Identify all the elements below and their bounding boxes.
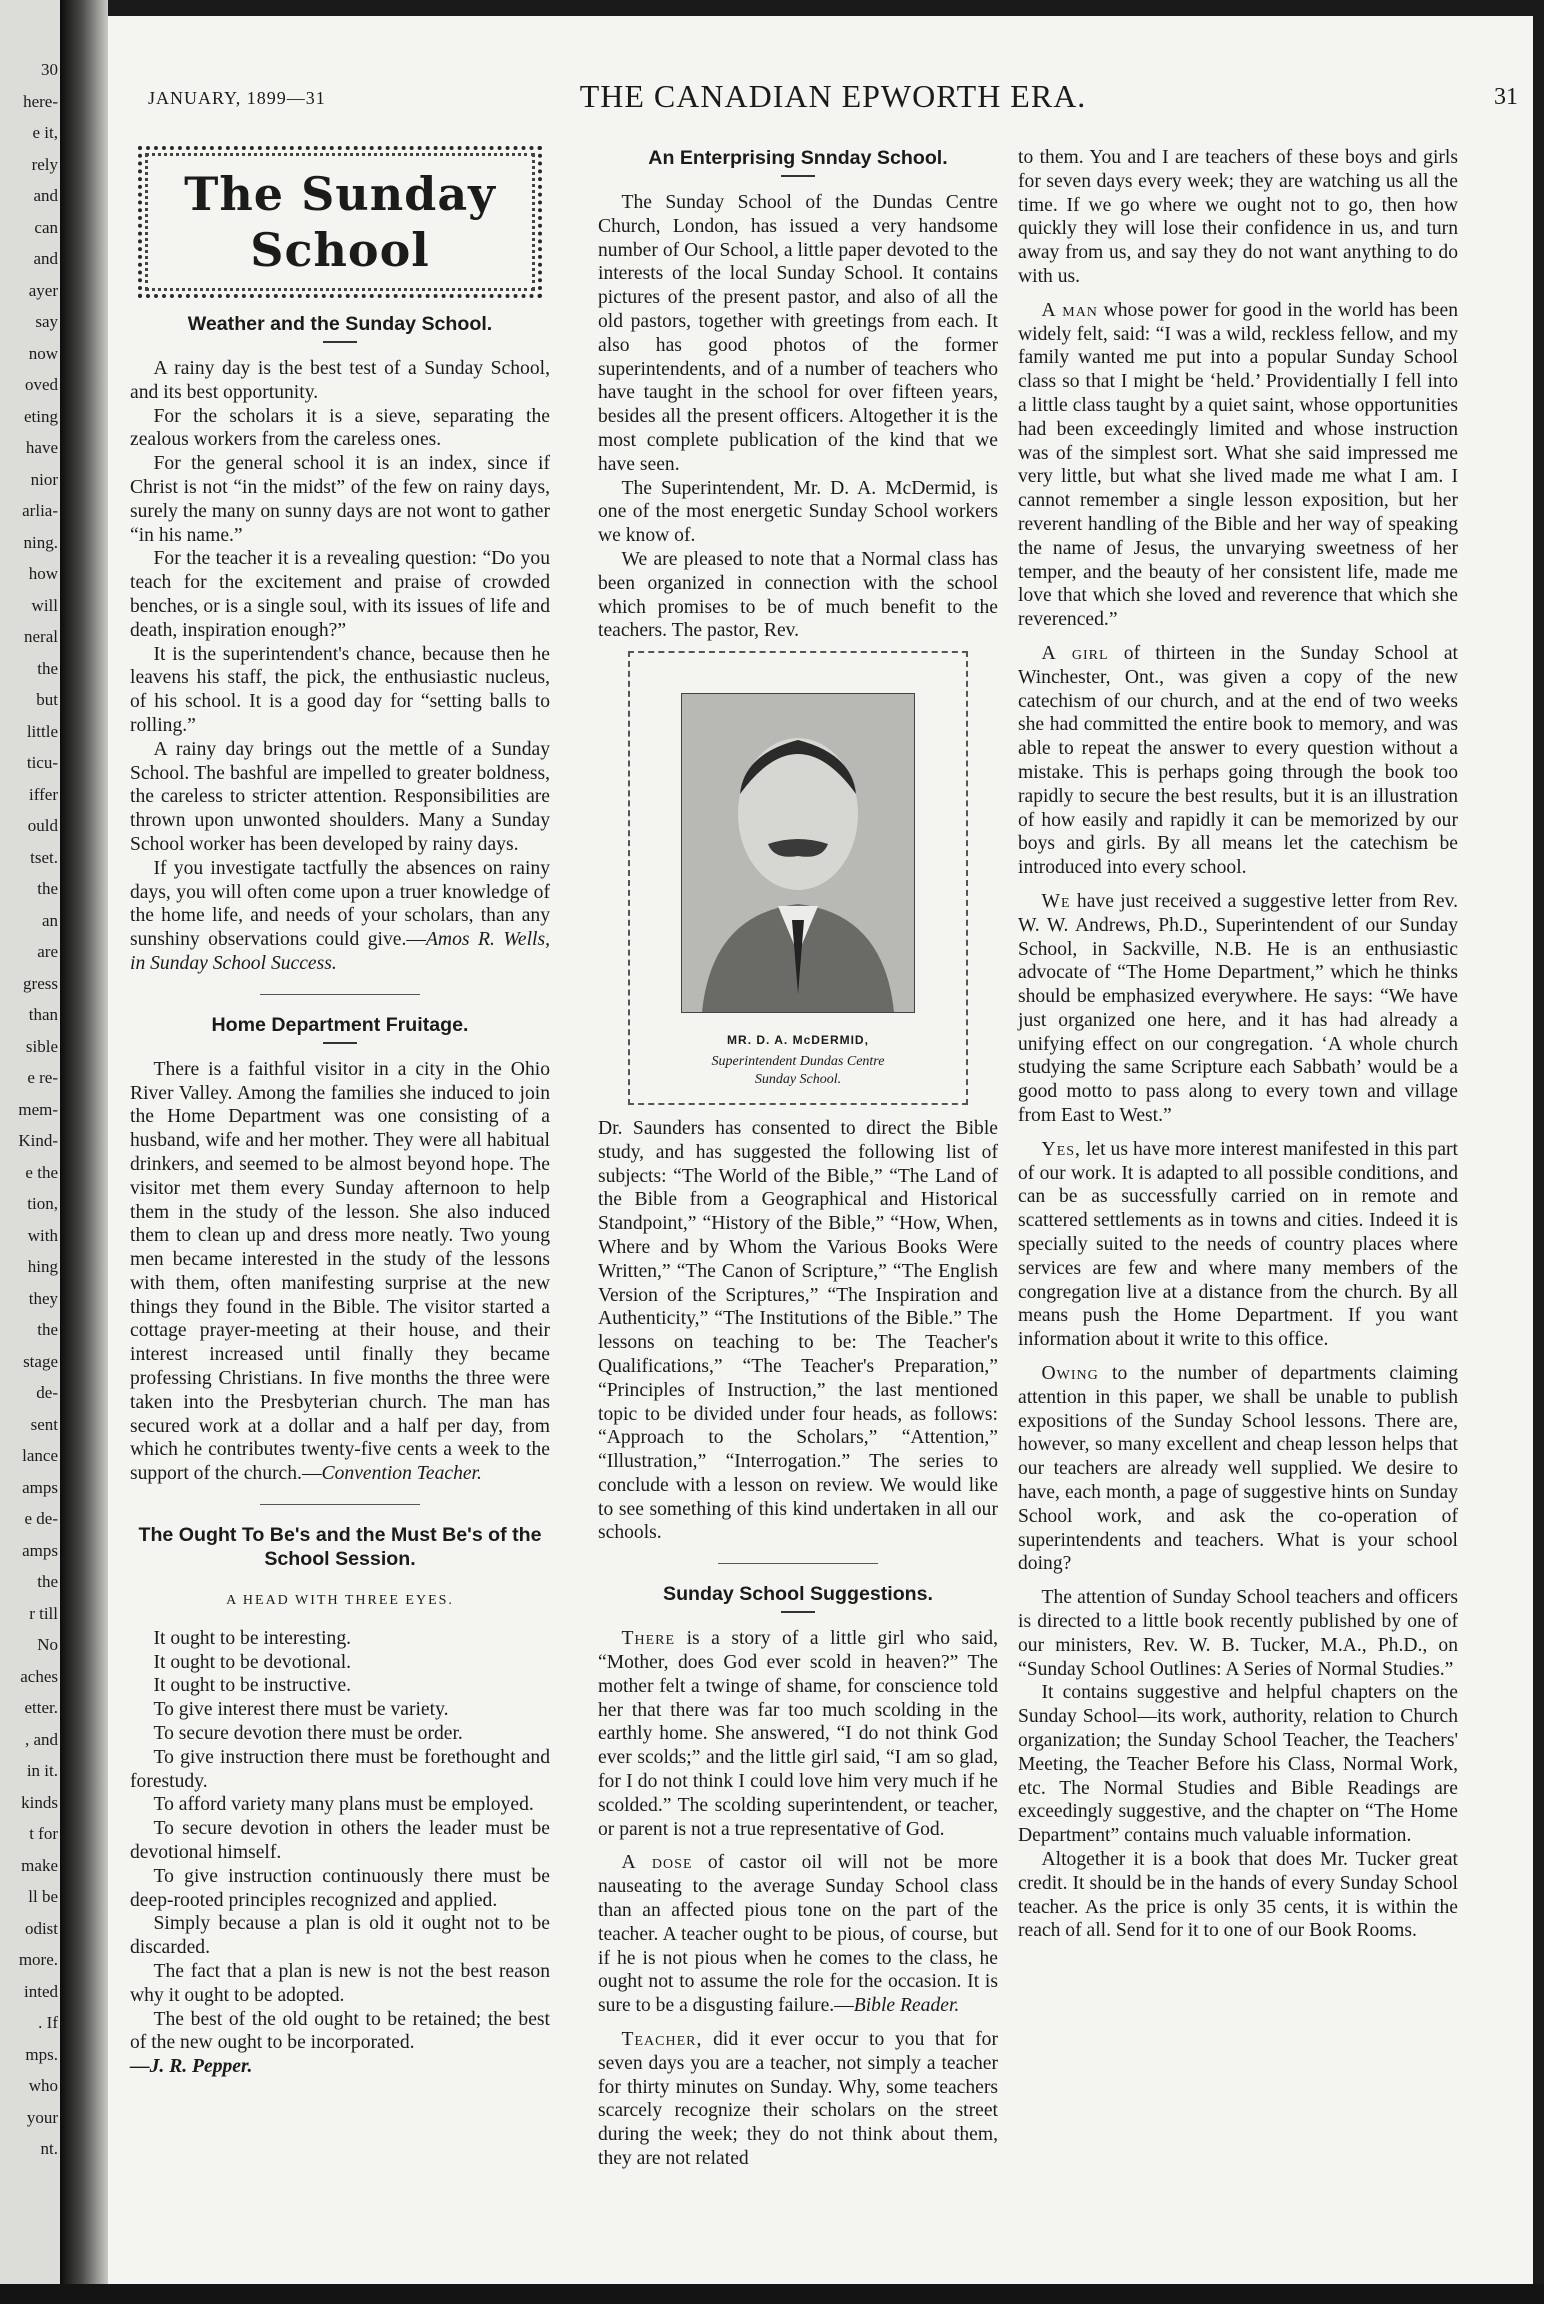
paragraph: It ought to be instructive. xyxy=(153,1675,352,1697)
fragment-text: etter. xyxy=(24,1698,58,1717)
byline: —J. R. Pepper. xyxy=(130,2056,253,2078)
fragment-text: than xyxy=(28,1005,58,1024)
fragment-text: r till xyxy=(29,1603,58,1623)
book-gutter xyxy=(60,0,108,2304)
article-heading: The Ought To Be's and the Must Be's of the School Session. xyxy=(138,1524,542,1571)
fragment-text: the xyxy=(37,658,58,678)
header-date: JANUARY, 1899—31 xyxy=(148,88,326,108)
page-header xyxy=(148,78,1518,128)
publication-title: THE CANADIAN EPWORTH ERA. xyxy=(579,78,1087,114)
fragment-text: kinds xyxy=(21,1792,58,1812)
paragraph-text: did it ever occur to you that for seven days you are a teacher, not simply a teacher for thirty minutes on Sunday. Why, some teachers scarcely recognize their scholars on the street during the week; they do not think about them, they are not related xyxy=(598,2029,998,2170)
fragment-text: and xyxy=(33,249,58,268)
fragment-text: but xyxy=(36,690,58,709)
paragraph xyxy=(1018,890,1458,1128)
portrait-frame xyxy=(628,651,968,1105)
paragraph: It ought to be devotional. xyxy=(153,1651,352,1673)
fragment-text: hing xyxy=(27,1257,58,1276)
paragraph-text: whose power for good in the world has been widely felt, said: “I was a wild, reckless fellow, and my family wanted me put into a popular Sunday School class so that I might be ‘held.’ Providentially I fell into a little class taught by a quiet saint, whose opportunities had been exceedingly limited and whose instruction was of the simplest sort. What she said impressed me very little, but what she lived made me what I am. I cannot remember a single lesson exposition, but her reverent handling of the Bible and her way of speaking the name of Jesus, the unvarying sweetness of her temper, and the beauty of her consistent life, made me love that which she loved and reverence that which she reverenced.” xyxy=(1018,299,1458,631)
fragment-text: an xyxy=(41,910,58,930)
paragraph: To secure devotion there must be order. xyxy=(153,1723,463,1745)
fragment-text: who xyxy=(28,2076,58,2095)
article-heading: Home Department Fruitage. xyxy=(211,1013,469,1036)
scan-border xyxy=(0,2284,1544,2304)
paragraph: To give instruction continuously there must be deep-rooted principles recognized and applied. xyxy=(130,1865,550,1911)
fragment-text: tset. xyxy=(30,847,58,867)
fragment-text: . If xyxy=(38,2013,58,2032)
paragraph: For the teacher it is a revealing question: “Do you teach for the excitement and praise of crowded benches, or is a single soul, with its issues of life and death, inspiration enough?” xyxy=(130,548,550,641)
fragment-text: e the xyxy=(25,1162,58,1182)
paragraph xyxy=(1018,299,1458,632)
article-heading: Sunday School Suggestions. xyxy=(663,1583,933,1606)
paragraph-text: let us have more interest manifested in this part of our work. It is adapted to all possible conditions, and can be as successfully carried on in remote and scattered settlements as in towns and cities. Indeed it is specially suited to the needs of country places where services are few and where many members of the congregation live at a distance from the church. By all means push the Home Department. If you want information about it write to this office. xyxy=(1018,1138,1458,1351)
fragment-text: de- xyxy=(36,1383,58,1402)
lead-word: A man xyxy=(1041,299,1098,321)
fragment-text: odist xyxy=(24,1918,58,1938)
paragraph-text: If you investigate tactfully the absences on rainy days, you will often come upon a truer knowledge of the home life, and needs of your scholars, than any sunshiny observations could give.— xyxy=(130,857,550,951)
fragment-text: more. xyxy=(18,1950,58,1969)
paragraph: The best of the old ought to be retained; the best of the new ought to be incorporated. xyxy=(130,2008,550,2054)
portrait-caption-name: MR. D. A. McDERMID, xyxy=(727,1033,869,1048)
fragment-text: now xyxy=(28,343,58,363)
paragraph: It ought to be interesting. xyxy=(153,1627,352,1649)
fragment-text: gress xyxy=(23,973,58,993)
heading-rule xyxy=(781,175,815,177)
paragraph: It contains suggestive and helpful chapters on the Sunday School—its work, authority, relation to Church organization; the Sunday School Teacher, the Teachers' Meeting, the Teacher Before his Class, Normal Work, etc. The Normal Studies and Bible Readings are exceedingly suggestive, and the chapter on “The Home Department” contains much valuable information. xyxy=(1018,1682,1458,1847)
paragraph: A rainy day is the best test of a Sunday School, and its best opportunity. xyxy=(130,358,550,403)
fragment-text: oved xyxy=(24,375,58,394)
fragment-text: rely xyxy=(31,154,58,174)
paragraph: To give instruction there must be forethought and forestudy. xyxy=(130,1746,550,1792)
column-2 xyxy=(598,146,998,2171)
paragraph: For the scholars it is a sieve, separating the zealous workers from the careless ones. xyxy=(130,405,550,451)
heading-rule xyxy=(323,341,357,343)
section-banner xyxy=(138,146,542,298)
adjacent-page-fragment xyxy=(0,0,60,2304)
paragraph: to them. You and I are teachers of these boys and girls for seven days every week; they are watching us all the time. If we go where we ought not to go, then how quickly they will lose their confidence in us, and turn away from us, and say they do not want anything to do with us. xyxy=(1018,147,1458,287)
fragment-text: will xyxy=(31,595,58,615)
column-3 xyxy=(1018,146,1458,1943)
fragment-text: ll be xyxy=(28,1887,58,1906)
paragraph xyxy=(598,2028,998,2171)
lead-word: Teacher, xyxy=(621,2029,703,2051)
byline: Amos R. Wells, in Sunday School Success. xyxy=(130,929,550,974)
fragment-text: and xyxy=(33,186,58,205)
fragment-text: iffer xyxy=(29,784,58,804)
fragment-text: amps xyxy=(22,1477,58,1497)
heading-rule xyxy=(781,1611,815,1613)
paragraph: It is the superintendent's chance, because then he leavens his staff, the pick, the enthusiastic nucleus, of his school. It is a good day for “setting balls to rolling.” xyxy=(130,643,550,736)
fragment-text: how xyxy=(28,564,58,583)
paragraph: The Superintendent, Mr. D. A. McDermid, is one of the most energetic Sunday School workers we know of. xyxy=(598,477,998,547)
fragment-text: have xyxy=(25,438,58,457)
fragment-text: nt. xyxy=(40,2139,58,2158)
fragment-text: arlia- xyxy=(22,501,58,520)
section-rule xyxy=(260,994,420,995)
fragment-text: sible xyxy=(25,1036,58,1056)
paragraph: We are pleased to note that a Normal class has been organized in connection with the school which promises to be of much benefit to the teachers. The pastor, Rev. xyxy=(598,548,998,642)
paragraph: To secure devotion in others the leader must be devotional himself. xyxy=(130,1818,550,1864)
paragraph: For the general school it is an index, since if Christ is not “in the midst” of the few on rainy days, surely the many on sunny days are not wont to gather “in his name.” xyxy=(130,453,550,546)
lead-word: A girl xyxy=(1041,642,1109,664)
fragment-text: neral xyxy=(24,627,58,646)
fragment-text: ayer xyxy=(28,280,58,300)
paragraph: The fact that a plan is new is not the best reason why it ought to be adopted. xyxy=(130,1961,550,2006)
paragraph xyxy=(130,1058,550,1486)
fragment-text: mem- xyxy=(18,1099,58,1119)
lead-word: Owing xyxy=(1041,1363,1099,1385)
heading-rule xyxy=(323,1042,357,1044)
paragraph-text: There is a faithful visitor in a city in the Ohio River Valley. Among the families she induced to join the Home Department was one consisting of a husband, wife and her mother. They were all habitual drinkers, and seemed to be almost beyond hope. The visitor met them every Sunday afternoon to help them in the study of the lesson. She also induced them to clean up and dress more neatly. Two young men became interested in the study of the lessons with them, often manifesting surprise at the new things they found in the Bible. The visitor started a cottage prayer-meeting at their house, and their interest increased until finally they became professing Christians. In five months the three were taken into the Presbyterian church. The man has secured work at a dollar and a half per day, from which he contributes twenty-five cents a week to the support of the church.— xyxy=(130,1058,550,1485)
fragment-text: e de- xyxy=(24,1509,58,1528)
fragment-text: say xyxy=(35,312,58,331)
fragment-text: ticu- xyxy=(26,753,58,772)
paragraph xyxy=(598,1851,998,2018)
fragment-text: amps xyxy=(22,1540,58,1560)
paragraph-text: have just received a suggestive letter from Rev. W. W. Andrews, Ph.D., Superintendent of our Sunday School, in Sackville, N.B. He is an enthusiastic advocate of “The Home Department,” which he thinks should be emphasized everywhere. He says: “We have just organized one here, and it has had already a unifying effect on our congregation. ‘A whole church studying the same Scripture each Sabbath’ would be a good motto to pass along to every town and village from East to West.” xyxy=(1018,890,1458,1127)
fragment-text: stage xyxy=(23,1351,58,1371)
fragment-text: No xyxy=(37,1635,58,1654)
paragraph: A rainy day brings out the mettle of a Sunday School. The bashful are impelled to greater boldness, the careless to stricter attention. Responsibilities are thrown upon unwonted shoulders. Many a Sunday School worker has been developed by rainy days. xyxy=(130,738,550,855)
paragraph xyxy=(1018,1362,1458,1576)
paragraph: The Sunday School of the Dundas Centre Church, London, has issued a very handsome number of Our School, a little paper devoted to the interests of the local Sunday School. It contains pictures of the present pastor, and also of all the old pastors, together with greetings from each. It also has good photos of the former superintendents, and of a number of teachers who have taught in the school for over fifteen years, besides all the present officers. Altogether it is the most complete publication of the kind that we have seen. xyxy=(598,192,998,475)
fragment-text: e it, xyxy=(32,123,58,142)
fragment-text: tion, xyxy=(27,1194,58,1213)
paragraph xyxy=(1018,642,1458,880)
fragment-text: make xyxy=(21,1855,58,1875)
newspaper-page xyxy=(108,16,1533,2284)
fragment-text: they xyxy=(28,1288,58,1308)
fragment-text: ning. xyxy=(23,532,58,552)
banner-title: The Sunday School xyxy=(184,167,496,277)
paragraph: Simply because a plan is old it ought not to be discarded. xyxy=(130,1913,550,1959)
portrait-photo xyxy=(681,693,915,1013)
paragraph-text: of castor oil will not be more nauseating to the average Sunday School class than an affected pious tone on the part of the teacher. A teacher ought to be pious, of course, but if he is not pious when he comes to the class, he ought not to assume the role for the occasion. It is sure to be a disgusting failure.— xyxy=(598,1852,999,2017)
paragraph xyxy=(598,1627,998,1841)
fragment-text: 30 xyxy=(41,60,58,79)
paragraph: To afford variety many plans must be employed. xyxy=(153,1794,534,1816)
byline: Bible Reader. xyxy=(853,1995,960,2017)
fragment-text: ould xyxy=(27,816,58,835)
paragraph-text: is a story of a little girl who said, “Mother, does God ever scold in heaven?” The mother felt a twinge of shame, for conscience told her that there was far too much scolding in the earthly home. She answered, “I do not think God ever scolds;” and the little girl said, “I am so glad, for I do not think I could love him very much if he scolded.” The scolding superintendent, or teacher, or parent is not a true representative of God. xyxy=(598,1628,998,1840)
section-rule xyxy=(260,1504,420,1505)
portrait-illustration xyxy=(682,694,914,1012)
paragraph: Dr. Saunders has consented to direct the Bible study, and has suggested the following list of subjects: “The World of the Bible,” “The Land of the Bible from a Geographical and Historical Standpoint,” “History of the Bible,” “How, When, Where and by Whom the Various Books Were Written,” “The Canon of Scripture,” “The English Version of the Scriptures,” “The Inspiration and Authenticity,” “The Institutions of the Bible.” The lessons on teaching to be: The Teacher's Qualifications,” “The Teacher's Preparation,” “Principles of Instruction,” the last mentioned topic to be divided under four heads, as follows: “Approach to the Scholars,” “Attention,” “Illustration,” “Interrogation.” The series to conclude with a lesson on review. We would like to see something of this kind undertaken in all our schools. xyxy=(598,1117,998,1544)
paragraph xyxy=(130,857,550,976)
fragment-text: little xyxy=(26,721,58,741)
column-1 xyxy=(130,146,550,2079)
paragraph-text: to the number of departments claiming attention in this paper, we shall be unable to publish expositions of the Sunday School lessons. There are, however, so many excellent and cheap lesson helps that our teachers are already well supplied. We desire to have, each month, a page of suggestive hints on Sunday School work, and ask the co-operation of superintendents and teachers. What is your school doing? xyxy=(1018,1363,1458,1575)
fragment-text: e re- xyxy=(27,1068,58,1087)
fragment-text: sent xyxy=(30,1414,58,1434)
fragment-text: the xyxy=(37,1572,58,1591)
fragment-text: eting xyxy=(24,406,58,426)
paragraph: The attention of Sunday School teachers and officers is directed to a little book recently published by one of our ministers, Rev. W. B. Tucker, M.A., Ph.D., on “Sunday School Outlines: A Series of Normal Studies.” xyxy=(1018,1587,1458,1680)
fragment-text: with xyxy=(27,1225,58,1245)
paragraph xyxy=(1018,1138,1458,1352)
lead-word: We xyxy=(1041,890,1071,912)
fragment-text: , and xyxy=(24,1729,58,1749)
paragraph: Altogether it is a book that does Mr. Tucker great credit. It should be in the hands of every Sunday School teacher. As the price is only 35 cents, it is within the reach of all. Send for it to one of our Book Rooms. xyxy=(1018,1848,1458,1942)
fragment-text: lance xyxy=(22,1446,58,1465)
fragment-text: inted xyxy=(24,1981,58,2001)
fragment-text: can xyxy=(34,217,58,237)
fragment-text: nior xyxy=(30,469,58,489)
portrait-caption-title: Sunday School. xyxy=(754,1071,842,1087)
fragment-text: are xyxy=(37,942,58,961)
fragment-text: the xyxy=(37,879,58,898)
lead-word: A dose xyxy=(621,1852,693,1874)
paragraph: To give interest there must be variety. xyxy=(153,1699,449,1721)
lead-word: Yes, xyxy=(1041,1138,1081,1160)
byline: Convention Teacher. xyxy=(321,1463,482,1485)
article-heading: Weather and the Sunday School. xyxy=(187,313,493,335)
fragment-text: the xyxy=(37,1320,58,1339)
lead-word: There xyxy=(621,1628,676,1650)
fragment-text: your xyxy=(26,2107,58,2127)
article-heading: An Enterprising Snnday School. xyxy=(648,147,948,169)
fragment-text: aches xyxy=(20,1666,58,1686)
fragment-text: t for xyxy=(29,1824,58,1843)
fragment-text: here- xyxy=(23,91,58,111)
fragment-text: mps. xyxy=(25,2044,58,2064)
subheading: A HEAD WITH THREE EYES. xyxy=(226,1593,454,1609)
portrait-caption-title: Superintendent Dundas Centre xyxy=(711,1053,885,1069)
fragment-text: Kind- xyxy=(18,1131,58,1150)
paragraph-text: of thirteen in the Sunday School at Winchester, Ont., was given a copy of the new catechism of our church, and at the end of two weeks she had committed the entire book to memory, and was able to repeat the answer to every question without a mistake. This is perhaps going through the book too rapidly to secure the best results, but it is an illustration of how easily and rapidly it can be memorized by our boys and girls. By all means let the catechism be introduced into every school. xyxy=(1018,642,1458,879)
fragment-text: in it. xyxy=(26,1761,58,1780)
page-number: 31 xyxy=(1494,84,1518,110)
section-rule xyxy=(718,1563,878,1564)
